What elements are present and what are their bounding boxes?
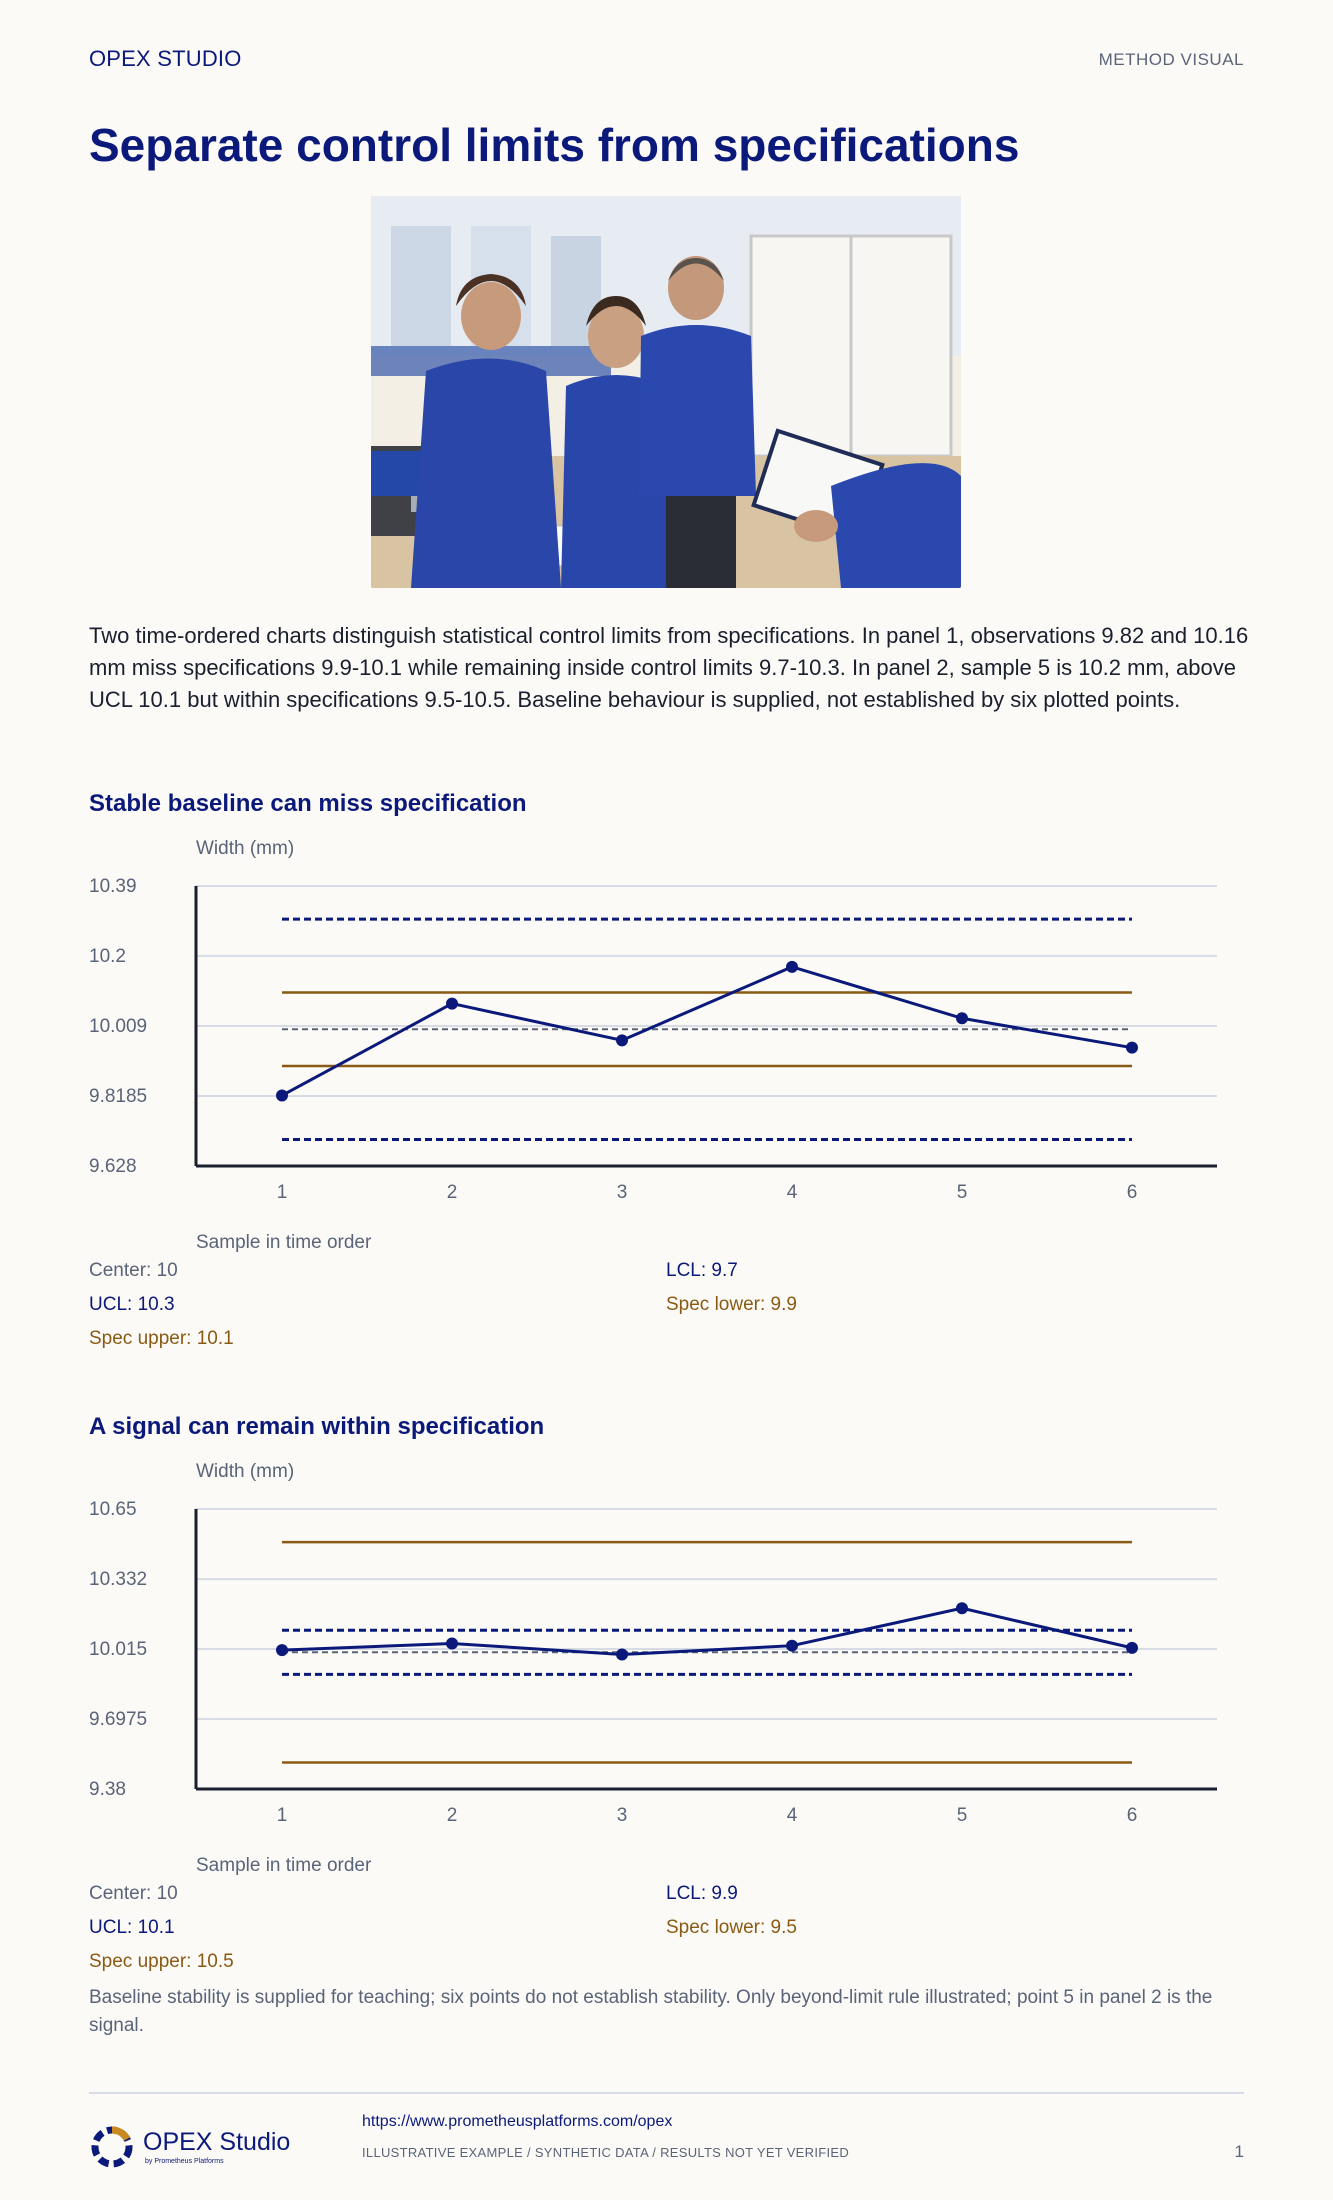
data-point: [616, 1649, 628, 1661]
data-point: [446, 998, 458, 1010]
data-point: [276, 1644, 288, 1656]
y-tick-label: 10.015: [89, 1639, 148, 1660]
footer-disclaimer: ILLUSTRATIVE EXAMPLE / SYNTHETIC DATA / RESULTS NOT YET VERIFIED: [362, 2145, 850, 2160]
intro-paragraph: Two time-ordered charts distinguish statistical control limits from specifications. In panel 1, observations 9.82 and 10.16 mm miss specifications 9.9-10.1 while remaining inside control limits 9.7-10.3. In panel 2, sample 5 is 10.2 mm, above UCL 10.1 but within specifications 9.5-10.5. Baseline behaviour is supplied, not established by six plotted points.: [89, 623, 1249, 712]
x-axis-label: Sample in time order: [196, 1232, 372, 1253]
y-tick-label: 10.39: [89, 876, 137, 897]
y-tick-label: 9.38: [89, 1779, 126, 1800]
x-tick-label: 2: [446, 1182, 458, 1203]
legend-spec-upper: Spec upper: 10.1: [89, 1328, 234, 1349]
document-tag: METHOD VISUAL: [1098, 50, 1244, 69]
data-point: [786, 961, 798, 973]
data-point: [616, 1034, 628, 1046]
legend-lcl: LCL: 9.9: [666, 1883, 738, 1904]
x-tick-label: 4: [786, 1805, 798, 1826]
x-tick-label: 2: [446, 1805, 458, 1826]
data-point: [1126, 1042, 1138, 1054]
panel-1-title: Stable baseline can miss specification: [89, 790, 527, 817]
y-tick-label: 9.628: [89, 1156, 137, 1177]
x-axis-label: Sample in time order: [196, 1855, 372, 1876]
panel-2-title: A signal can remain within specification: [89, 1413, 545, 1440]
x-tick-label: 1: [276, 1805, 288, 1826]
legend-spec-upper: Spec upper: 10.5: [89, 1951, 234, 1972]
chart-panel-2: [89, 1453, 1244, 1876]
data-point: [956, 1602, 968, 1614]
y-tick-label: 10.009: [89, 1016, 148, 1037]
data-point: [1126, 1642, 1138, 1654]
chart-panel-1: [89, 830, 1244, 1253]
x-tick-label: 3: [616, 1182, 628, 1203]
x-tick-label: 6: [1126, 1805, 1138, 1826]
y-tick-label: 10.65: [89, 1499, 137, 1520]
y-tick-label: 9.6975: [89, 1709, 148, 1730]
x-tick-label: 3: [616, 1805, 628, 1826]
x-tick-label: 5: [956, 1805, 968, 1826]
page: [89, 0, 1249, 2200]
hero-illustration: [371, 196, 961, 588]
x-tick-label: 1: [276, 1182, 288, 1203]
footer-brand-subtitle: by Prometheus Platforms: [145, 2158, 224, 2165]
legend-center: Center: 10: [89, 1260, 178, 1281]
legend-lcl: LCL: 9.7: [666, 1260, 738, 1281]
data-point: [786, 1640, 798, 1652]
legend-ucl: UCL: 10.1: [89, 1917, 175, 1938]
data-point: [276, 1089, 288, 1101]
chart-svg: [89, 830, 1244, 1253]
footnote: Baseline stability is supplied for teaching; six points do not establish stability. Only beyond-limit rule illustrated; point 5 in panel 2 is the signal.: [89, 1987, 1213, 2036]
legend-ucl: UCL: 10.3: [89, 1294, 175, 1315]
x-tick-label: 4: [786, 1182, 798, 1203]
data-point: [446, 1637, 458, 1649]
legend-spec-lower: Spec lower: 9.9: [666, 1294, 797, 1315]
y-axis-label: Width (mm): [196, 1461, 295, 1482]
x-tick-label: 5: [956, 1182, 968, 1203]
data-point: [956, 1012, 968, 1024]
y-tick-label: 9.8185: [89, 1086, 148, 1107]
footer-divider: [89, 2092, 1244, 2094]
legend-spec-lower: Spec lower: 9.5: [666, 1917, 797, 1938]
y-axis-label: Width (mm): [196, 838, 295, 859]
page-number: 1: [1234, 2142, 1244, 2161]
series-line: [282, 967, 1132, 1096]
legend-center: Center: 10: [89, 1883, 178, 1904]
chart-svg: [89, 1453, 1244, 1876]
footer-url-link[interactable]: https://www.prometheusplatforms.com/opex: [362, 2113, 673, 2130]
x-tick-label: 6: [1126, 1182, 1138, 1203]
opex-ring-logo-icon: [89, 2124, 135, 2170]
hero-image: [371, 196, 961, 588]
y-tick-label: 10.332: [89, 1569, 148, 1591]
footer-brand-name: OPEX Studio: [143, 2128, 291, 2156]
page-title: Separate control limits from specifications: [89, 119, 1020, 171]
brand-label: OPEX STUDIO: [89, 46, 242, 71]
y-tick-label: 10.2: [89, 945, 126, 967]
